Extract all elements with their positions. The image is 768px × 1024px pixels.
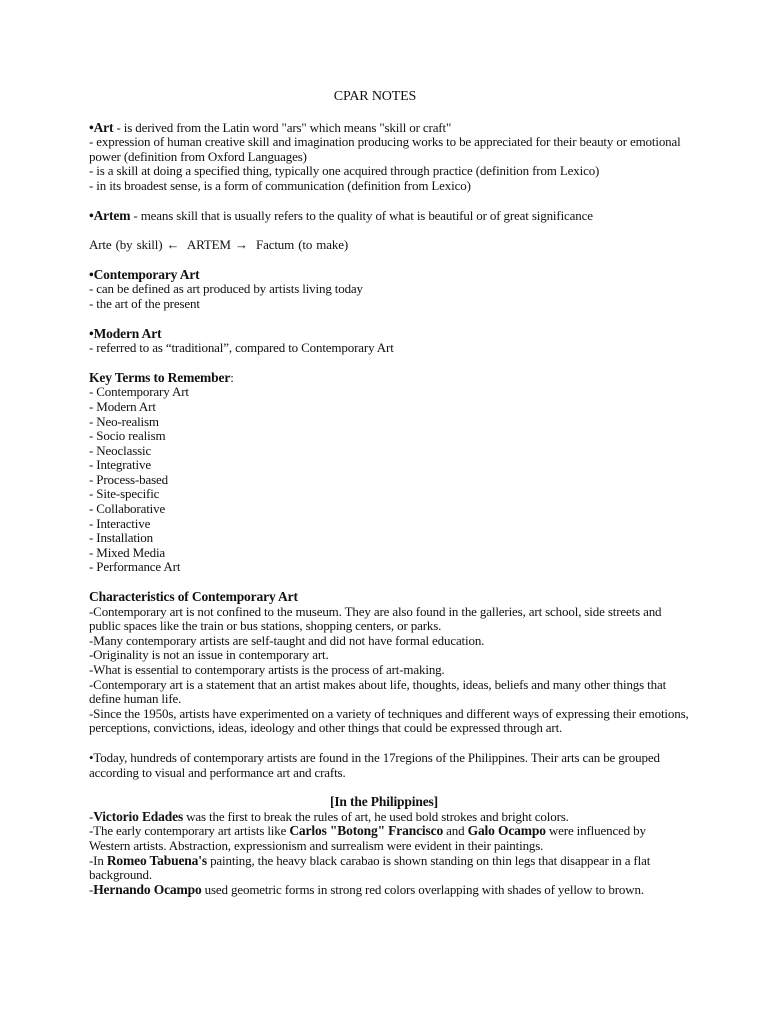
paragraph-text: were influenced by Western artists. Abstraction, expressionism and surrealism were evident in their paintings. — [89, 823, 646, 853]
philippines-paragraph — [89, 883, 689, 898]
artist-name: Carlos "Botong" Francisco — [289, 823, 444, 839]
characteristics-line: -Contemporary art is a statement that an artist makes about life, thoughts, ideas, beliefs and many other things that define human life. — [89, 676, 667, 707]
paragraph-text: -The early contemporary art artists like — [89, 823, 290, 839]
etymology-right: Factum (to make) — [256, 237, 349, 253]
philippines-paragraph — [89, 824, 689, 853]
paragraph-text: was the first to break the rules of art, he used bold strokes and bright colors. — [183, 808, 569, 824]
philippines-heading: [In the Philippines] — [329, 794, 439, 810]
contemporary-art-section — [89, 268, 689, 312]
dash: - — [89, 881, 94, 897]
modern-art-term: •Modern Art — [89, 325, 162, 341]
document-page — [89, 90, 689, 897]
key-terms-heading-line — [89, 371, 689, 386]
philippines-paragraph — [89, 810, 689, 825]
characteristics-line: -Many contemporary artists are self-taught and did not have formal education. — [89, 632, 485, 648]
art-term: •Art — [89, 119, 114, 135]
philippines-section — [89, 795, 689, 897]
characteristics-line: -Originality is not an issue in contemporary art. — [89, 647, 329, 663]
characteristics-line: -What is essential to contemporary artists is the process of art-making. — [89, 662, 445, 677]
art-line: - in its broadest sense, is a form of communication (definition from Lexico) — [89, 177, 471, 193]
art-definition — [89, 121, 689, 136]
list-item: - Collaborative — [89, 501, 166, 517]
dash: - — [89, 808, 94, 824]
list-item: - Site-specific — [89, 486, 160, 502]
artist-name: Hernando Ocampo — [93, 881, 202, 897]
art-line: - expression of human creative skill and imagination producing works to be appreciated for their beauty or emotional power (definition from Oxford Languages) — [89, 134, 681, 164]
key-terms-colon: : — [230, 369, 234, 385]
list-item: - Neoclassic — [89, 442, 152, 458]
key-terms-list — [89, 385, 689, 575]
modern-art-section — [89, 327, 689, 356]
art-section — [89, 121, 689, 194]
arrow-right-icon: → — [234, 237, 248, 253]
modern-art-line: - referred to as “traditional”, compared to Contemporary Art — [89, 340, 394, 356]
art-definition-text: - is derived from the Latin word "ars" which means "skill or craft" — [113, 119, 452, 135]
artem-definition — [89, 209, 689, 224]
key-terms-section — [89, 371, 689, 575]
etymology-line — [89, 238, 689, 253]
contemporary-art-line: - can be defined as art produced by artists living today — [89, 281, 363, 297]
arrow-left-icon: ← — [166, 237, 180, 253]
characteristics-heading: Characteristics of Contemporary Art — [89, 589, 298, 605]
paragraph-text: painting, the heavy black carabao is shown standing on thin legs that disappear in a flat background. — [89, 852, 651, 883]
etymology-center: ARTEM — [186, 237, 231, 253]
contemporary-art-term: •Contemporary Art — [89, 266, 200, 282]
artist-name: Galo Ocampo — [467, 823, 546, 839]
paragraph-text: -In — [89, 852, 107, 868]
etymology-left: Arte (by skill) — [89, 237, 163, 253]
list-item: - Installation — [89, 530, 153, 546]
list-item: - Mixed Media — [89, 544, 166, 560]
list-item: - Socio realism — [89, 428, 166, 444]
artem-definition-text: - means skill that is usually refers to the quality of what is beautiful or of great significance — [130, 207, 593, 223]
characteristics-section — [89, 590, 689, 736]
artist-name: Romeo Tabuena's — [106, 852, 207, 868]
key-terms-heading: Key Terms to Remember — [89, 369, 231, 385]
document-title: CPAR NOTES — [333, 89, 417, 104]
list-item: - Integrative — [89, 457, 151, 473]
today-paragraph: •Today, hundreds of contemporary artists are found in the 17regions of the Philippines. Their arts can be grouped according to visual and performance art and crafts. — [89, 749, 660, 780]
list-item: - Performance Art — [89, 559, 181, 575]
list-item: - Process-based — [89, 471, 168, 487]
paragraph-text: and — [443, 823, 468, 839]
artist-name: Victorio Edades — [93, 808, 184, 824]
list-item: - Contemporary Art — [89, 384, 189, 400]
paragraph-text: used geometric forms in strong red colors overlapping with shades of yellow to brown. — [201, 881, 644, 897]
list-item: - Interactive — [89, 515, 151, 531]
characteristics-line: -Since the 1950s, artists have experimented on a variety of techniques and different ways of expressing their emotions, perceptions, convictions, ideas, ideology and other things that could be expressed through art. — [89, 705, 689, 736]
list-item: - Neo-realism — [89, 413, 159, 429]
contemporary-art-line: - the art of the present — [89, 295, 200, 311]
philippines-paragraph — [89, 854, 689, 883]
list-item: - Modern Art — [89, 398, 156, 414]
artem-term: •Artem — [89, 207, 131, 223]
characteristics-line: -Contemporary art is not confined to the museum. They are also found in the galleries, art school, side streets and public spaces like the train or bus stations, shopping centers, or parks. — [89, 603, 662, 634]
art-line: - is a skill at doing a specified thing, typically one acquired through practice (definition from Lexico) — [89, 163, 600, 179]
